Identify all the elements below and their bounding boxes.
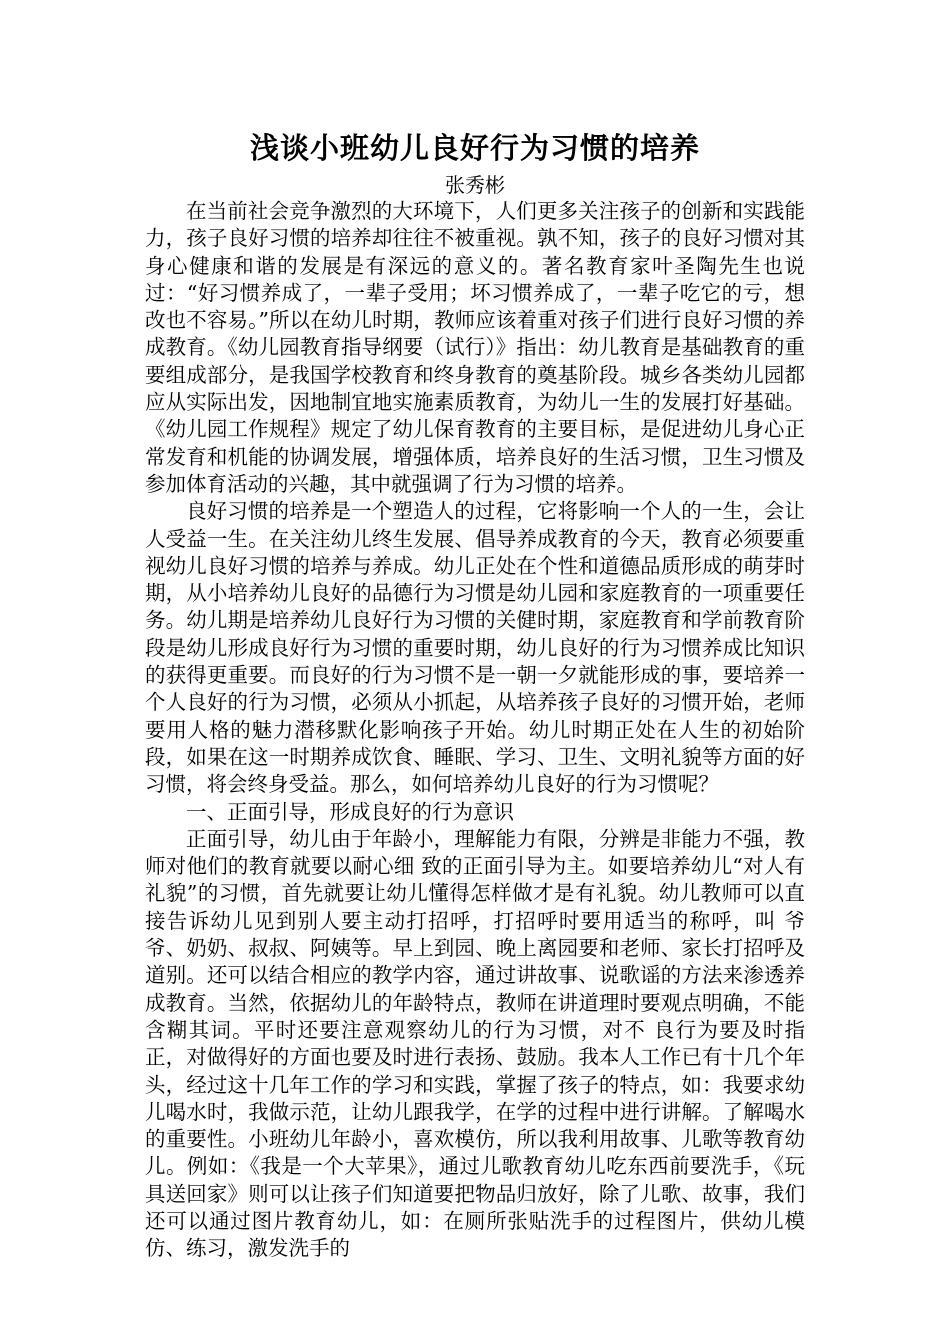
document-body <box>145 198 805 1263</box>
paragraph: 在当前社会竞争激烈的大环境下，人们更多关注孩子的创新和实践能力，孩子良好习惯的培养却往往不被重视。孰不知，孩子的良好习惯对其身心健康和谐的发展是有深远的意义的。著名教育家叶圣陶先生也说过：“好习惯养成了，一辈子受用；坏习惯养成了，一辈子吃它的亏，想改也不容易。”所以在幼儿时期，教师应该着重对孩子们进行良好习惯的养成教育。《幼儿园教育指导纲要（试行）》指出：幼儿教育是基础教育的重要组成部分，是我国学校教育和终身教育的奠基阶段。城乡各类幼儿园都应从实际出发，因地制宜地实施素质教育，为幼儿一生的发展打好基础。《幼儿园工作规程》规定了幼儿保育教育的主要目标，是促进幼儿身心正常发育和机能的协调发展，增强体质，培养良好的生活习惯，卫生习惯及参加体育活动的兴趣，其中就强调了行为习惯的培养。 <box>145 199 805 496</box>
document-title: 浅谈小班幼儿良好行为习惯的培养 <box>249 131 700 165</box>
section-heading: 一、正面引导，形成良好的行为意识 <box>186 799 514 824</box>
paragraph: 正面引导，幼儿由于年龄小，理解能力有限，分辨是非能力不强，教师对他们的教育就要以耐心细 致的正面引导为主。如要培养幼儿“对人有礼貌”的习惯，首先就要让幼儿懂得怎样做才是有礼貌。幼儿教师可以直接告诉幼儿见到别人要主动打招呼，打招呼时要用适当的称呼，叫 爷爷、奶奶、叔叔、阿姨等。早上到园、晚上离园要和老师、家长打招呼及道别。还可以结合相应的教学内容，通过讲故事、说歌谣的方法来渗透养成教育。当然，依据幼儿的年龄特点，教师在讲道理时要观点明确，不能含糊其词。平时还要注意观察幼儿的行为习惯，对不 良行为要及时指正，对做得好的方面也要及时进行表扬、鼓励。我本人工作已有十几个年头，经过这十几年工作的学习和实践，掌握了孩子的特点，如：我要求幼儿喝水时，我做示范，让幼儿跟我学，在学的过程中进行讲解。了解喝水的重要性。小班幼儿年龄小，喜欢模仿，所以我利用故事、儿歌等教育幼儿。例如：《我是一个大苹果》，通过儿歌教育幼儿吃东西前要洗手，《玩具送回家》则可以让孩子们知道要把物品归放好，除了儿歌、故事，我们还可以通过图片教育幼儿，如：在厕所张贴洗手的过程图片，供幼儿模仿、练习，激发洗手的 <box>145 826 805 1261</box>
document-author: 张秀彬 <box>445 173 505 197</box>
paragraph: 良好习惯的培养是一个塑造人的过程，它将影响一个人的一生，会让人受益一生。在关注幼儿终生发展、倡导养成教育的今天，教育必须要重视幼儿良好习惯的培养与养成。幼儿正处在个性和道德品质形成的萌芽时期，从小培养幼儿良好的品德行为习惯是幼儿园和家庭教育的一项重要任务。幼儿期是培养幼儿良好行为习惯的关健时期，家庭教育和学前教育阶段是幼儿形成良好行为习惯的重要时期，幼儿良好的行为习惯养成比知识的获得更重要。而良好的行为习惯不是一朝一夕就能形成的事，要培养一个人良好的行为习惯，必须从小抓起，从培养孩子良好的习惯开始，老师要用人格的魅力潜移默化影响孩子开始。幼儿时期正处在人生的初始阶段，如果在这一时期养成饮食、睡眠、学习、卫生、文明礼貌等方面的好习惯，将会终身受益。那么，如何培养幼儿良好的行为习惯呢？ <box>145 499 805 797</box>
